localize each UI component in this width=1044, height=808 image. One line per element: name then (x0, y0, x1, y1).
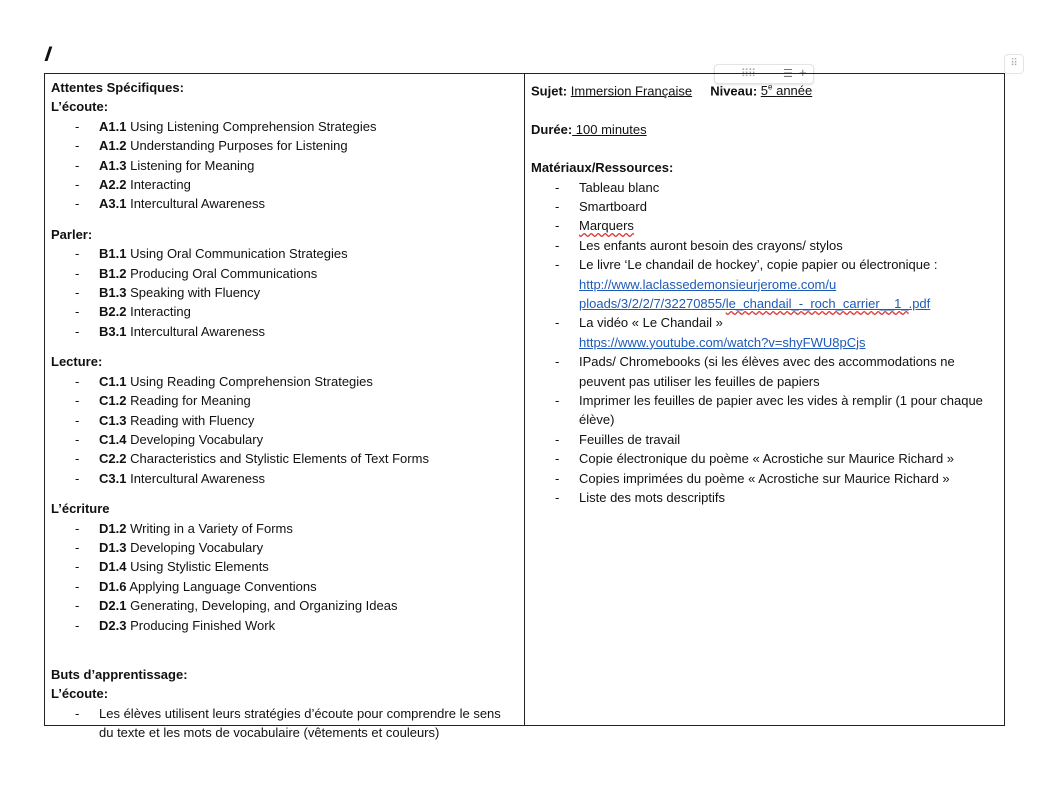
sujet-label: Sujet: (531, 83, 568, 99)
buts-list (51, 704, 514, 743)
list-item: - A3.1 Intercultural Awareness (51, 194, 514, 213)
materiaux-heading: Matériaux/Ressources: (531, 160, 674, 176)
list-item: - C2.2 Characteristics and Stylistic Elements of Text Forms (51, 449, 514, 468)
text-cursor-mark: I (43, 43, 53, 66)
table-drag-handle[interactable] (1004, 54, 1024, 74)
list-item: - A2.2 Interacting (51, 175, 514, 194)
youtube-link[interactable]: https://www.youtube.com/watch?v=shyFWU8pCjs (579, 334, 866, 350)
materiaux-list (531, 178, 996, 508)
list-item: - A1.2 Understanding Purposes for Listening (51, 136, 514, 155)
duree-line (531, 120, 996, 139)
grip-icon[interactable]: ⠿ (1010, 58, 1018, 69)
list-item: - D2.3 Producing Finished Work (51, 616, 514, 635)
list-item: - Copie électronique du poème « Acrostiche sur Maurice Richard » (531, 449, 996, 468)
list-item: - B1.3 Speaking with Fluency (51, 283, 514, 302)
list-item (531, 216, 996, 235)
sujet-value: Immersion Française (570, 83, 693, 99)
list-item: - C1.2 Reading for Meaning (51, 391, 514, 410)
list-item: - Le livre ‘Le chandail de hockey’, copie papier ou électronique : http://www.laclassedemonsieurjerome.com/u ploads/3/2/2/7/32270855/le_chandail_-_roch_carrier__1_.pdf (531, 255, 996, 313)
list-item: - Les enfants auront besoin des crayons/ stylos (531, 236, 996, 255)
attentes-heading: Attentes Spécifiques: (51, 80, 184, 95)
list-item: - D2.1 Generating, Developing, and Organizing Ideas (51, 596, 514, 615)
left-cell[interactable] (45, 74, 525, 741)
list-item: - Smartboard (531, 197, 996, 216)
niveau-label: Niveau: (710, 83, 758, 99)
list-item: - A1.3 Listening for Meaning (51, 156, 514, 175)
niveau-value: 5e année (760, 83, 813, 99)
misspelled-word[interactable]: Marquers (579, 218, 634, 234)
duree-label: Durée: (531, 121, 573, 137)
list-item: - C1.4 Developing Vocabulary (51, 430, 514, 449)
ecriture-list (51, 519, 514, 635)
lesson-plan-table (44, 73, 1005, 741)
section-title-ecriture: L’écriture (51, 501, 110, 517)
list-item: - IPads/ Chromebooks (si les élèves avec des accommodations ne peuvent pas utiliser les feuilles de papiers (531, 352, 996, 391)
list-item: - B3.1 Intercultural Awareness (51, 322, 514, 341)
list-item: - Les élèves utilisent leurs stratégies d’écoute pour comprendre le sens du texte et les mots de vocabulaire (vêtements et couleurs) (51, 704, 514, 743)
list-item: - D1.4 Using Stylistic Elements (51, 557, 514, 576)
list-item: - Tableau blanc (531, 178, 996, 197)
list-item: - Imprimer les feuilles de papier avec les vides à remplir (1 pour chaque élève) (531, 391, 996, 430)
list-item: - Feuilles de travail (531, 430, 996, 449)
list-item: - D1.3 Developing Vocabulary (51, 538, 514, 557)
list-item: - La vidéo « Le Chandail » https://www.youtube.com/watch?v=shyFWU8pCjs (531, 313, 996, 352)
parler-list (51, 244, 514, 341)
section-title-parler: Parler: (51, 226, 93, 242)
drag-handle-icon[interactable]: ⠿⠿ (741, 68, 756, 80)
livre-pdf-link-cont[interactable]: ploads/3/2/2/7/32270855/le_chandail_-_roch_carrier__1_.pdf (579, 295, 931, 311)
list-item: - B1.2 Producing Oral Communications (51, 264, 514, 283)
buts-subheading-ecoute: L’écoute: (51, 686, 109, 702)
section-title-lecture: Lecture: (51, 354, 103, 370)
livre-pdf-link[interactable]: http://www.laclassedemonsieurjerome.com/u (579, 276, 837, 292)
list-item: - B1.1 Using Oral Communication Strategies (51, 244, 514, 263)
list-item: - A1.1 Using Listening Comprehension Strategies (51, 117, 514, 136)
buts-heading: Buts d’apprentissage: (51, 666, 188, 682)
list-item: - Copies imprimées du poème « Acrostiche sur Maurice Richard » (531, 469, 996, 488)
list-item: - C1.3 Reading with Fluency (51, 411, 514, 430)
list-item: - D1.6 Applying Language Conventions (51, 577, 514, 596)
list-item: - C3.1 Intercultural Awareness (51, 469, 514, 488)
sort-lines-icon[interactable]: ☰ (783, 68, 793, 80)
add-icon[interactable]: + (799, 65, 807, 80)
section-title-ecoute: L’écoute: (51, 99, 109, 115)
lecture-list (51, 372, 514, 488)
list-item: - D1.2 Writing in a Variety of Forms (51, 519, 514, 538)
list-item: - B2.2 Interacting (51, 302, 514, 321)
list-item: - Liste des mots descriptifs (531, 488, 996, 507)
list-item: - C1.1 Using Reading Comprehension Strategies (51, 372, 514, 391)
sujet-niveau-line (531, 78, 996, 101)
right-cell[interactable] (525, 74, 1004, 725)
ecoute-list (51, 117, 514, 214)
duree-value: 100 minutes (572, 121, 647, 137)
